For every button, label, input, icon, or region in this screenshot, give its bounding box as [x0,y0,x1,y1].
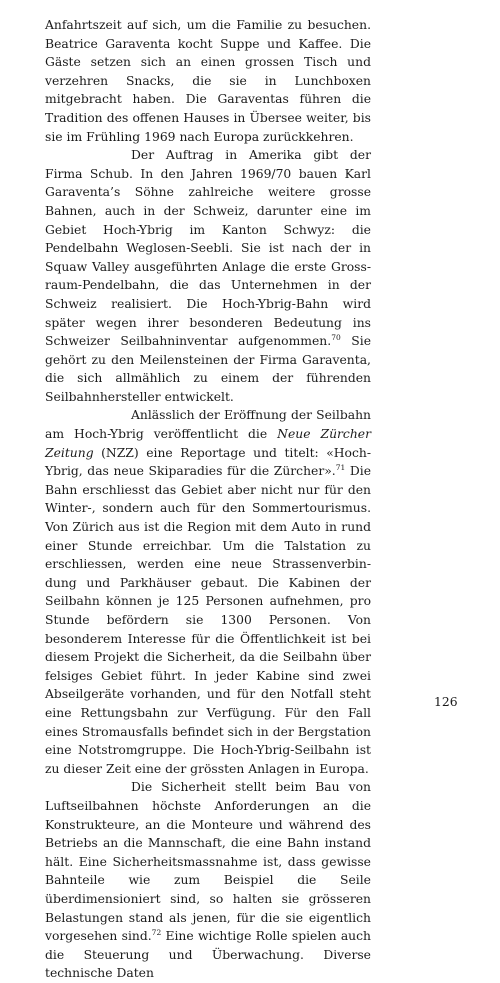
text-run: (NZZ) eine Reportage und titelt: «Hoch-Ybrig, das neue Skiparadies für die Zürcher». [45,445,371,479]
text-run: Die Bahn erschliesst das Gebiet aber nicht nur für den Winter-, sondern auch für den Sommertourismus. Von Zürich aus ist die Region mit dem Auto in rund einer Stunde erreichbar. Um die Talstation zu erschliessen, werden eine neue Strassenverbindung und Parkhäuser gebaut. Die Kabinen der Seilbahn können je 125 Personen aufnehmen, pro Stunde befördern sie 1300 Personen. Von besonderem Interesse für die Öffentlichkeit ist bei diesem Projekt die Sicherheit, da die Seilbahn über felsiges Gebiet führt. In jeder Kabine sind zwei Abseilgeräte vorhanden, und für den Notfall steht eine Rettungsbahn zur Verfügung. Für den Fall eines Stromausfalls befindet sich in der Bergstation eine Notstromgruppe. Die Hoch-Ybrig-Seilbahn ist zu dieser Zeit eine der grössten Anlagen in Europa. [45,464,372,776]
text-run: Anfahrtszeit auf sich, um die Familie zu besuchen. Beatrice Garaventa kocht Suppe und Kaffee. Die Gäste setzen sich an einen grossen Tisch und verzehren Snacks, die sie in Lunchboxen mitgebracht haben. Die Garaventas führen die Tradition des offenen Hauses in Übersee weiter, bis sie im Frühling 1969 nach Europa zurückkehren. [45,18,371,144]
text-run: Der Auftrag in Amerika gibt der Firma Schub. In den Jahren 1969/70 bauen Karl Garaventa’s Söhne zahlreiche weitere grosse Bahnen, auch in der Schweiz, darunter eine im Gebiet Hoch-Ybrig im Kanton Schwyz: die Pendelbahn Weglosen-Seebli. Sie ist nach der in Squaw Valley ausgeführten Anlage die erste Grossraum-Pendelbahn, die das Unternehmen in der Schweiz realisiert. Die Hoch-Ybrig-Bahn wird später wegen ihrer besonderen Bedeutung ins Schweizer Seilbahninventar aufgenommen. [45,148,371,349]
text-run: Sie gehört zu den Meilensteinen der Firma Garaventa, die sich allmählich zu einem der führenden Seilbahnhersteller entwickelt. [45,334,371,404]
paragraph [45,16,371,146]
page-number: 126 [434,695,458,709]
text-run: Eine wichtige Rolle spielen auch die Steuerung und Überwachung. Diverse technische Daten [45,929,371,981]
paragraph [45,146,371,406]
paragraph [45,406,371,778]
text-run: Die Sicherheit stellt beim Bau von Luftseilbahnen höchste Anforderungen an die Konstrukteure, an die Monteure und während des Betriebs an die Mannschaft, die eine Bahn instand hält. Eine Sicherheitsmassnahme ist, dass gewisse Bahnteile wie zum Beispiel die Seile überdimensioniert sind, so halten sie grösseren Belastungen stand als jenen, für die sie eigentlich vorgesehen sind. [45,780,371,944]
footnote-marker: 72 [151,927,162,937]
footnote-marker: 71 [335,463,346,473]
italic-title: Neue Zürcher Zeitung [45,427,371,460]
footnote-marker: 70 [331,332,341,342]
body-text [45,16,371,983]
text-run: Anlässlich der Eröffnung der Seilbahn am Hoch-Ybrig veröffentlicht die [45,408,371,442]
paragraph [45,778,371,983]
